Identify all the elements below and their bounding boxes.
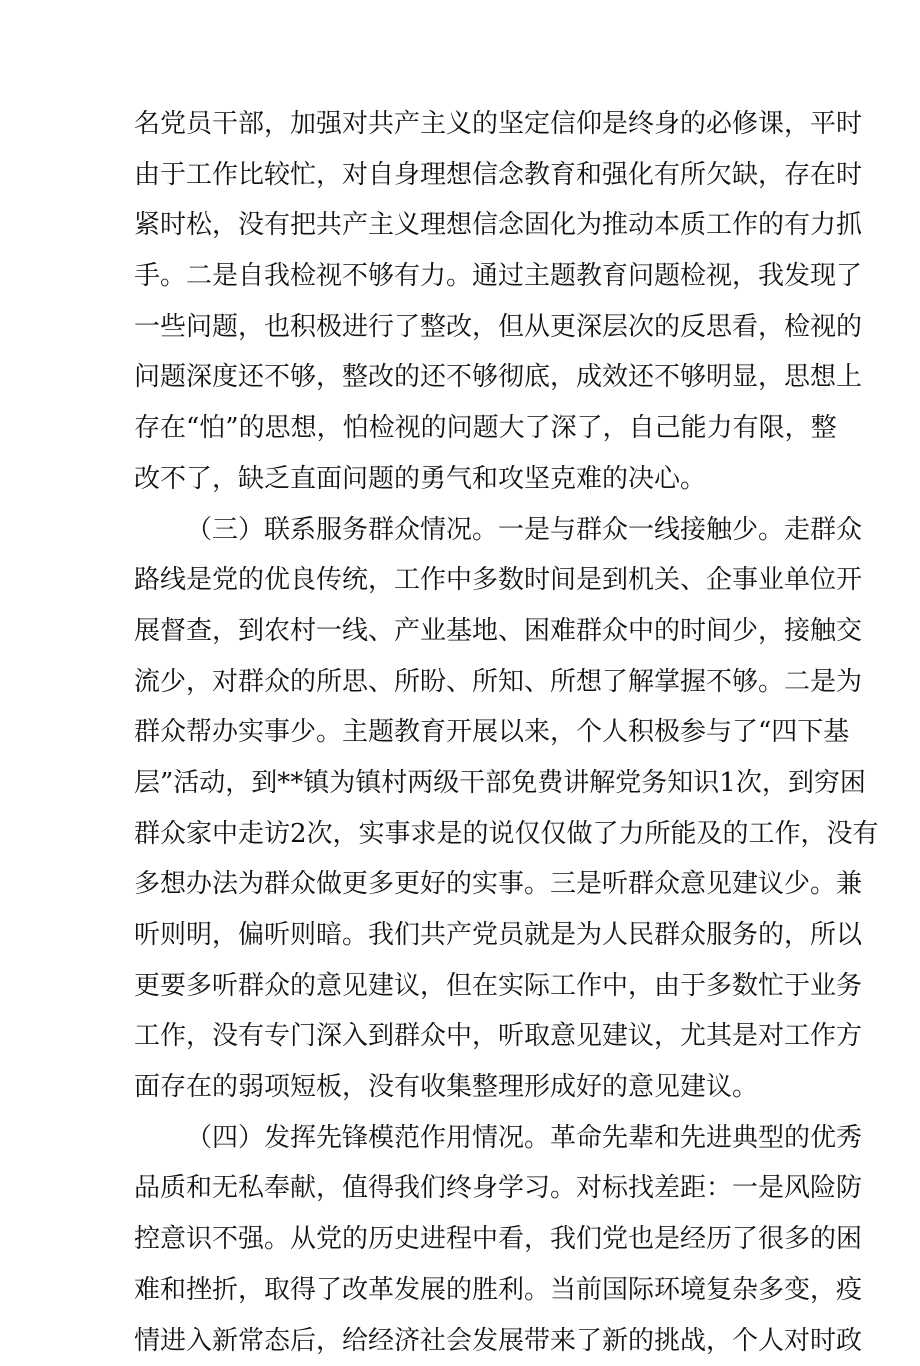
text-line: 手。二是自我检视不够有力。通过主题教育问题检视，我发现了 [134, 251, 794, 302]
text-line: （三）联系服务群众情况。一是与群众一线接触少。走群众 [134, 505, 794, 556]
text-line: 存在“怕”的思想，怕检视的问题大了深了，自己能力有限，整 [134, 403, 794, 454]
document-body [134, 99, 794, 1366]
text-line: 多想办法为群众做更多更好的实事。三是听群众意见建议少。兼 [134, 859, 794, 910]
text-line: 群众家中走访2次，实事求是的说仅仅做了力所能及的工作，没有 [134, 809, 794, 860]
text-line: 更要多听群众的意见建议，但在实际工作中，由于多数忙于业务 [134, 961, 794, 1012]
text-line: 改不了，缺乏直面问题的勇气和攻坚克难的决心。 [134, 454, 794, 505]
text-line: 层”活动，到**镇为镇村两级干部免费讲解党务知识1次，到穷困 [134, 758, 794, 809]
text-line: 紧时松，没有把共产主义理想信念固化为推动本质工作的有力抓 [134, 200, 794, 251]
text-line: 群众帮办实事少。主题教育开展以来，个人积极参与了“四下基 [134, 707, 794, 758]
text-line: 面存在的弱项短板，没有收集整理形成好的意见建议。 [134, 1062, 794, 1113]
text-line: 工作，没有专门深入到群众中，听取意见建议，尤其是对工作方 [134, 1011, 794, 1062]
text-line: 名党员干部，加强对共产主义的坚定信仰是终身的必修课，平时 [134, 99, 794, 150]
text-line: 听则明，偏听则暗。我们共产党员就是为人民群众服务的，所以 [134, 910, 794, 961]
text-line: （四）发挥先锋模范作用情况。革命先辈和先进典型的优秀 [134, 1113, 794, 1164]
paragraph-section-4 [134, 1113, 794, 1366]
text-line: 由于工作比较忙，对自身理想信念教育和强化有所欠缺，存在时 [134, 150, 794, 201]
paragraph-continuation [134, 99, 794, 505]
text-line: 难和挫折，取得了改革发展的胜利。当前国际环境复杂多变，疫 [134, 1265, 794, 1316]
text-line: 情进入新常态后，给经济社会发展带来了新的挑战，个人对时政 [134, 1316, 794, 1366]
text-line: 路线是党的优良传统，工作中多数时间是到机关、企事业单位开 [134, 555, 794, 606]
text-line: 展督查，到农村一线、产业基地、困难群众中的时间少，接触交 [134, 606, 794, 657]
text-line: 控意识不强。从党的历史进程中看，我们党也是经历了很多的困 [134, 1214, 794, 1265]
text-line: 问题深度还不够，整改的还不够彻底，成效还不够明显，思想上 [134, 352, 794, 403]
text-line: 流少，对群众的所思、所盼、所知、所想了解掌握不够。二是为 [134, 657, 794, 708]
text-line: 一些问题，也积极进行了整改，但从更深层次的反思看，检视的 [134, 302, 794, 353]
paragraph-section-3 [134, 505, 794, 1113]
text-line: 品质和无私奉献，值得我们终身学习。对标找差距：一是风险防 [134, 1163, 794, 1214]
